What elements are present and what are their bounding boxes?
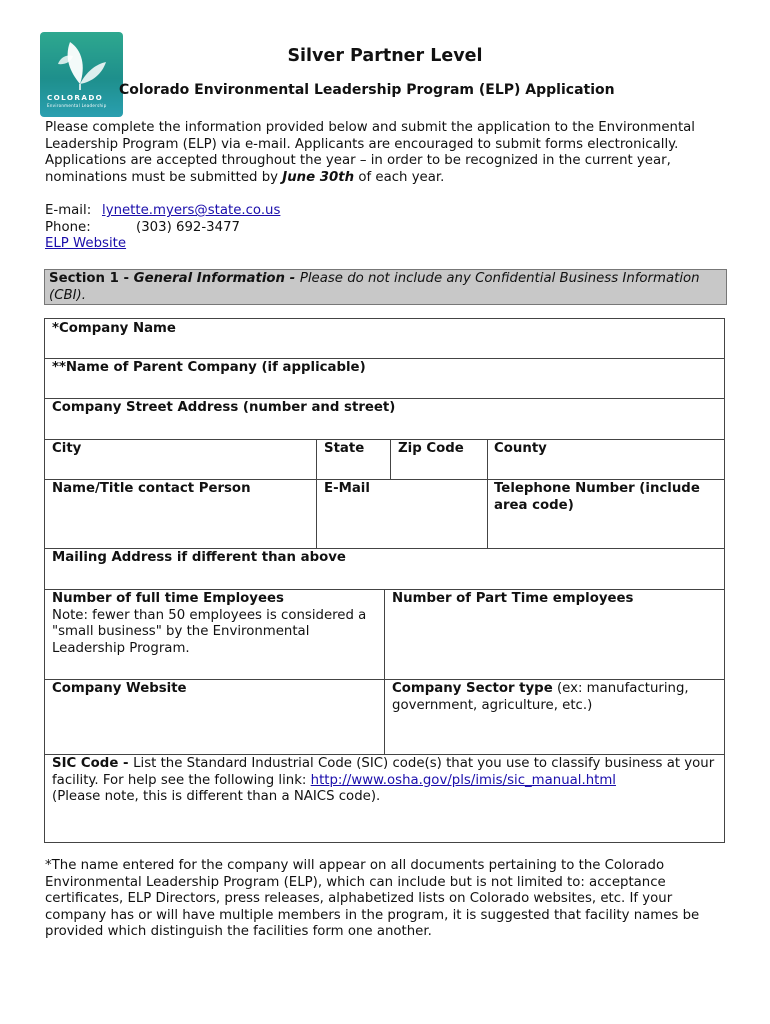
phone-number: (303) 692-3477 [136, 219, 240, 235]
sic-note: (Please note, this is different than a NAICS code). [52, 789, 381, 804]
company-name-footnote: *The name entered for the company will appear on all documents pertaining to the Colorado Environmental Leadership Program (ELP), which can include but is not limited to: acceptance certificates, ELP Directors, press releases, alphabetized lists on Colorado websites, etc. If your company has or will have multiple members in the program, it is suggested that facility names be provided which distinguish the facilities form one another. [45, 858, 700, 939]
logo-wordmark: COLORADO [47, 93, 104, 102]
zip-code-field[interactable]: Zip Code [398, 441, 464, 456]
company-sector-field[interactable] [392, 681, 718, 714]
county-field[interactable]: County [494, 441, 547, 456]
street-address-field[interactable]: Company Street Address (number and street) [52, 400, 396, 415]
telephone-field[interactable]: Telephone Number (include area code) [494, 481, 700, 513]
section-1-header [44, 269, 727, 305]
parent-company-field[interactable]: **Name of Parent Company (if applicable) [52, 360, 366, 375]
sic-manual-link[interactable]: http://www.osha.gov/pls/imis/sic_manual.html [310, 772, 616, 788]
part-time-employees-field[interactable]: Number of Part Time employees [392, 591, 634, 606]
page-title: Silver Partner Level [287, 46, 483, 66]
section-number: Section 1 - [49, 271, 134, 286]
general-information-form [44, 318, 725, 843]
colorado-elp-logo [40, 32, 123, 117]
state-field[interactable]: State [324, 441, 365, 456]
contact-block [45, 203, 280, 253]
sic-code-field[interactable] [52, 756, 718, 806]
section-note: Please do not include any Confidential Business Information (CBI). [49, 271, 700, 303]
company-name-field[interactable]: *Company Name [52, 321, 176, 336]
sic-text: List the Standard Industrial Code (SIC) code(s) that you use to classify business at your facility. For help see the following link: [52, 756, 715, 788]
mailing-address-field[interactable]: Mailing Address if different than above [52, 550, 346, 565]
contact-person-field[interactable]: Name/Title contact Person [52, 481, 251, 496]
sector-label: Company Sector type [392, 681, 553, 696]
elp-website-link[interactable]: ELP Website [45, 236, 127, 251]
intro-paragraph [45, 120, 735, 186]
email-label: E-mail: [45, 203, 92, 218]
page-subtitle: Colorado Environmental Leadership Program (ELP) Application [119, 82, 615, 98]
company-website-field[interactable]: Company Website [52, 681, 187, 696]
email-link[interactable]: lynette.myers@state.co.us [102, 203, 281, 218]
intro-text: Please complete the information provided below and submit the application to the Environmental Leadership Program (ELP) via e-mail. Applicants are encouraged to submit forms electronically. Applications are accepted throughout the year – in order to be recognized in the current year, nominations must be submitted by [45, 120, 696, 185]
full-time-employees-field[interactable] [52, 591, 377, 657]
deadline-date: June 30th [282, 169, 355, 185]
full-time-label: Number of full time Employees [52, 591, 284, 606]
section-heading: General Information - [133, 271, 300, 286]
phone-label: Phone: [45, 219, 91, 235]
city-field[interactable]: City [52, 441, 82, 456]
intro-text-end: of each year. [354, 169, 445, 185]
full-time-note: Note: fewer than 50 employees is considered a "small business" by the Environmental Leadership Program. [52, 607, 367, 656]
sic-label: SIC Code - [52, 756, 134, 771]
logo-tagline: Environmental Leadership [47, 103, 107, 108]
email-field[interactable]: E-Mail [324, 481, 370, 496]
sector-note: (ex: manufacturing, government, agriculture, etc.) [392, 681, 689, 713]
